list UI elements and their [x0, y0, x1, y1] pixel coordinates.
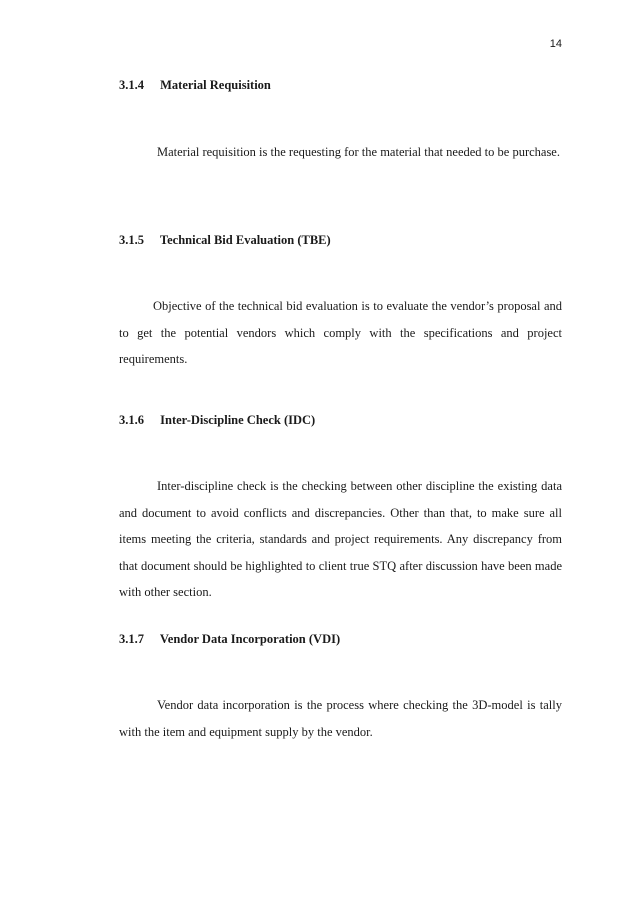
section-body-3-1-4: Material requisition is the requesting for the material that needed to be purchase. — [157, 145, 560, 159]
section-title: Technical Bid Evaluation (TBE) — [159, 233, 331, 247]
section-body-3-1-5: Objective of the technical bid evaluation is to evaluate the vendor’s proposal and to get the potential vendors which comply with the specifications and project requirements. — [119, 299, 562, 366]
section-number: 3.1.4 — [119, 78, 144, 92]
section-heading-3-1-4 — [119, 78, 271, 93]
section-title: Material Requisition — [160, 78, 271, 92]
section-number: 3.1.5 — [119, 233, 144, 247]
section-body-3-1-7: Vendor data incorporation is the process where checking the 3D-model is tally with the item and equipment supply by the vendor. — [119, 698, 562, 739]
section-title: Vendor Data Incorporation (VDI) — [159, 632, 341, 646]
section-heading-3-1-7 — [119, 632, 340, 647]
section-number: 3.1.6 — [119, 413, 144, 427]
section-heading-3-1-5 — [119, 233, 331, 248]
section-body-3-1-6: Inter-discipline check is the checking between other discipline the existing data and document to avoid conflicts and discrepancies. Other than that, to make sure all items meeting the criteria, standards and project requirements. Any discrepancy from that document should be highlighted to client true STQ after discussion have been made with other section. — [119, 479, 562, 599]
page-number: 14 — [549, 38, 562, 50]
section-heading-3-1-6 — [119, 413, 315, 428]
section-title: Inter-Discipline Check (IDC) — [160, 413, 316, 427]
section-number: 3.1.7 — [119, 632, 144, 646]
